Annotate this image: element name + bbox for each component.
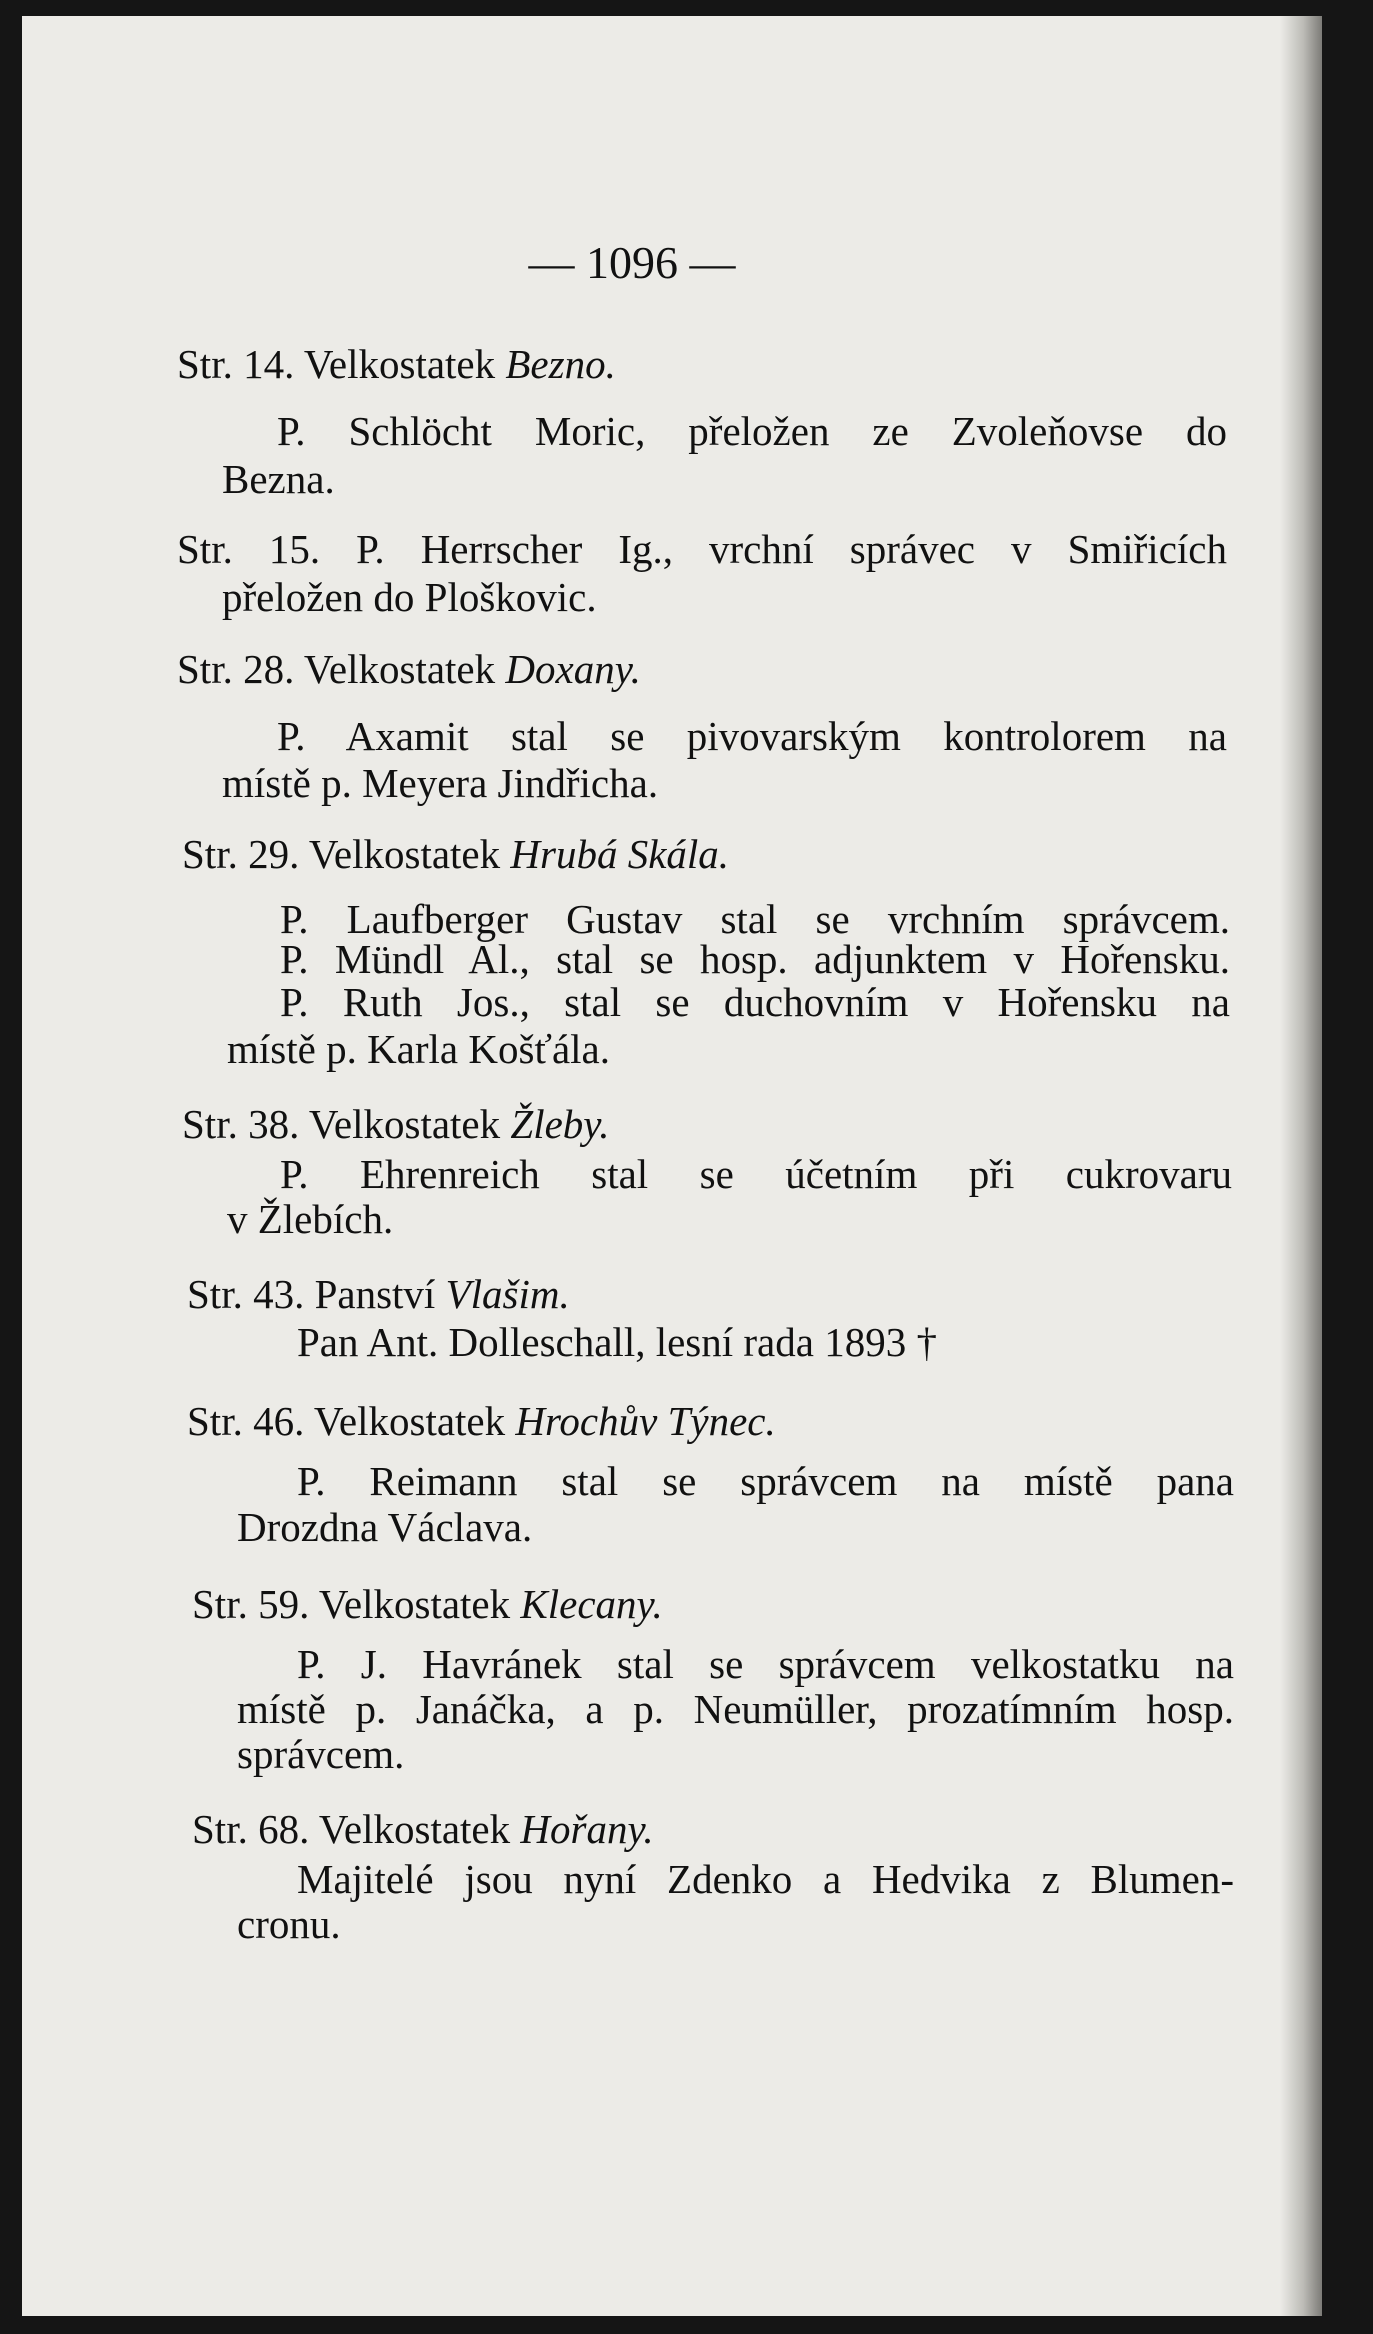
section-heading [182,831,729,877]
section-heading [187,1398,776,1444]
heading-place: Hrubá Skála. [510,831,730,877]
section-heading [187,1271,570,1317]
page-number: — 1096 — [528,237,736,288]
entry-line: správcem. [237,1731,405,1777]
book-page [22,16,1322,2316]
entry-line: Pan Ant. Dolleschall, lesní rada 1893 † [297,1319,937,1365]
entry-line: P. Ruth Jos., stal se duchovním v Hořensku na [280,979,1230,1025]
entry-line: přeložen do Ploškovic. [222,574,597,620]
entry-line: P. Mündl Al., stal se hosp. adjunktem v Hořensku. [280,936,1230,982]
entry-line: P. J. Havránek stal se správcem velkostatku na [297,1641,1234,1687]
heading-prefix: Str. 43. Panství [187,1271,446,1317]
entry-line: P. Laufberger Gustav stal se vrchním správcem. [280,896,1230,942]
heading-prefix: Str. 46. Velkostatek [187,1398,516,1444]
heading-prefix: Str. 28. Velkostatek [177,646,506,692]
entry-line: místě p. Meyera Jindřicha. [222,760,659,806]
heading-prefix: Str. 59. Velkostatek [192,1581,521,1627]
entry-line: v Žlebích. [227,1196,394,1242]
heading-place: Hořany. [520,1806,654,1852]
page-spine-shadow [1280,16,1322,2316]
entry-line: Bezna. [222,456,335,502]
entry-line: Majitelé jsou nyní Zdenko a Hedvika z Blumen- [297,1856,1234,1902]
section-heading [177,341,616,387]
heading-prefix: Str. 29. Velkostatek [182,831,511,877]
section-heading [192,1806,654,1852]
heading-place: Hrochův Týnec. [515,1398,776,1444]
heading-place: Bezno. [505,341,616,387]
section-heading [182,1101,609,1147]
heading-prefix: Str. 38. Velkostatek [182,1101,511,1147]
entry-line: místě p. Karla Košťála. [227,1026,610,1072]
entry-line: Str. 15. P. Herrscher Ig., vrchní správec v Smiřicích [177,526,1227,572]
heading-prefix: Str. 68. Velkostatek [192,1806,521,1852]
section-heading [192,1581,663,1627]
heading-place: Vlašim. [445,1271,570,1317]
section-heading [177,646,641,692]
entry-line: P. Reimann stal se správcem na místě pana [297,1458,1234,1504]
entry-line: místě p. Janáčka, a p. Neumüller, prozatímním hosp. [237,1686,1234,1732]
heading-place: Doxany. [505,646,641,692]
entry-line: cronu. [237,1901,341,1947]
entry-line: P. Axamit stal se pivovarským kontrolorem na [277,713,1227,759]
heading-place: Žleby. [510,1101,610,1147]
heading-place: Klecany. [520,1581,663,1627]
entry-line: P. Ehrenreich stal se účetním při cukrovaru [280,1151,1232,1197]
entry-line: Drozdna Václava. [237,1504,533,1550]
entry-line: P. Schlöcht Moric, přeložen ze Zvoleňovse do [277,408,1227,454]
heading-prefix: Str. 14. Velkostatek [177,341,506,387]
